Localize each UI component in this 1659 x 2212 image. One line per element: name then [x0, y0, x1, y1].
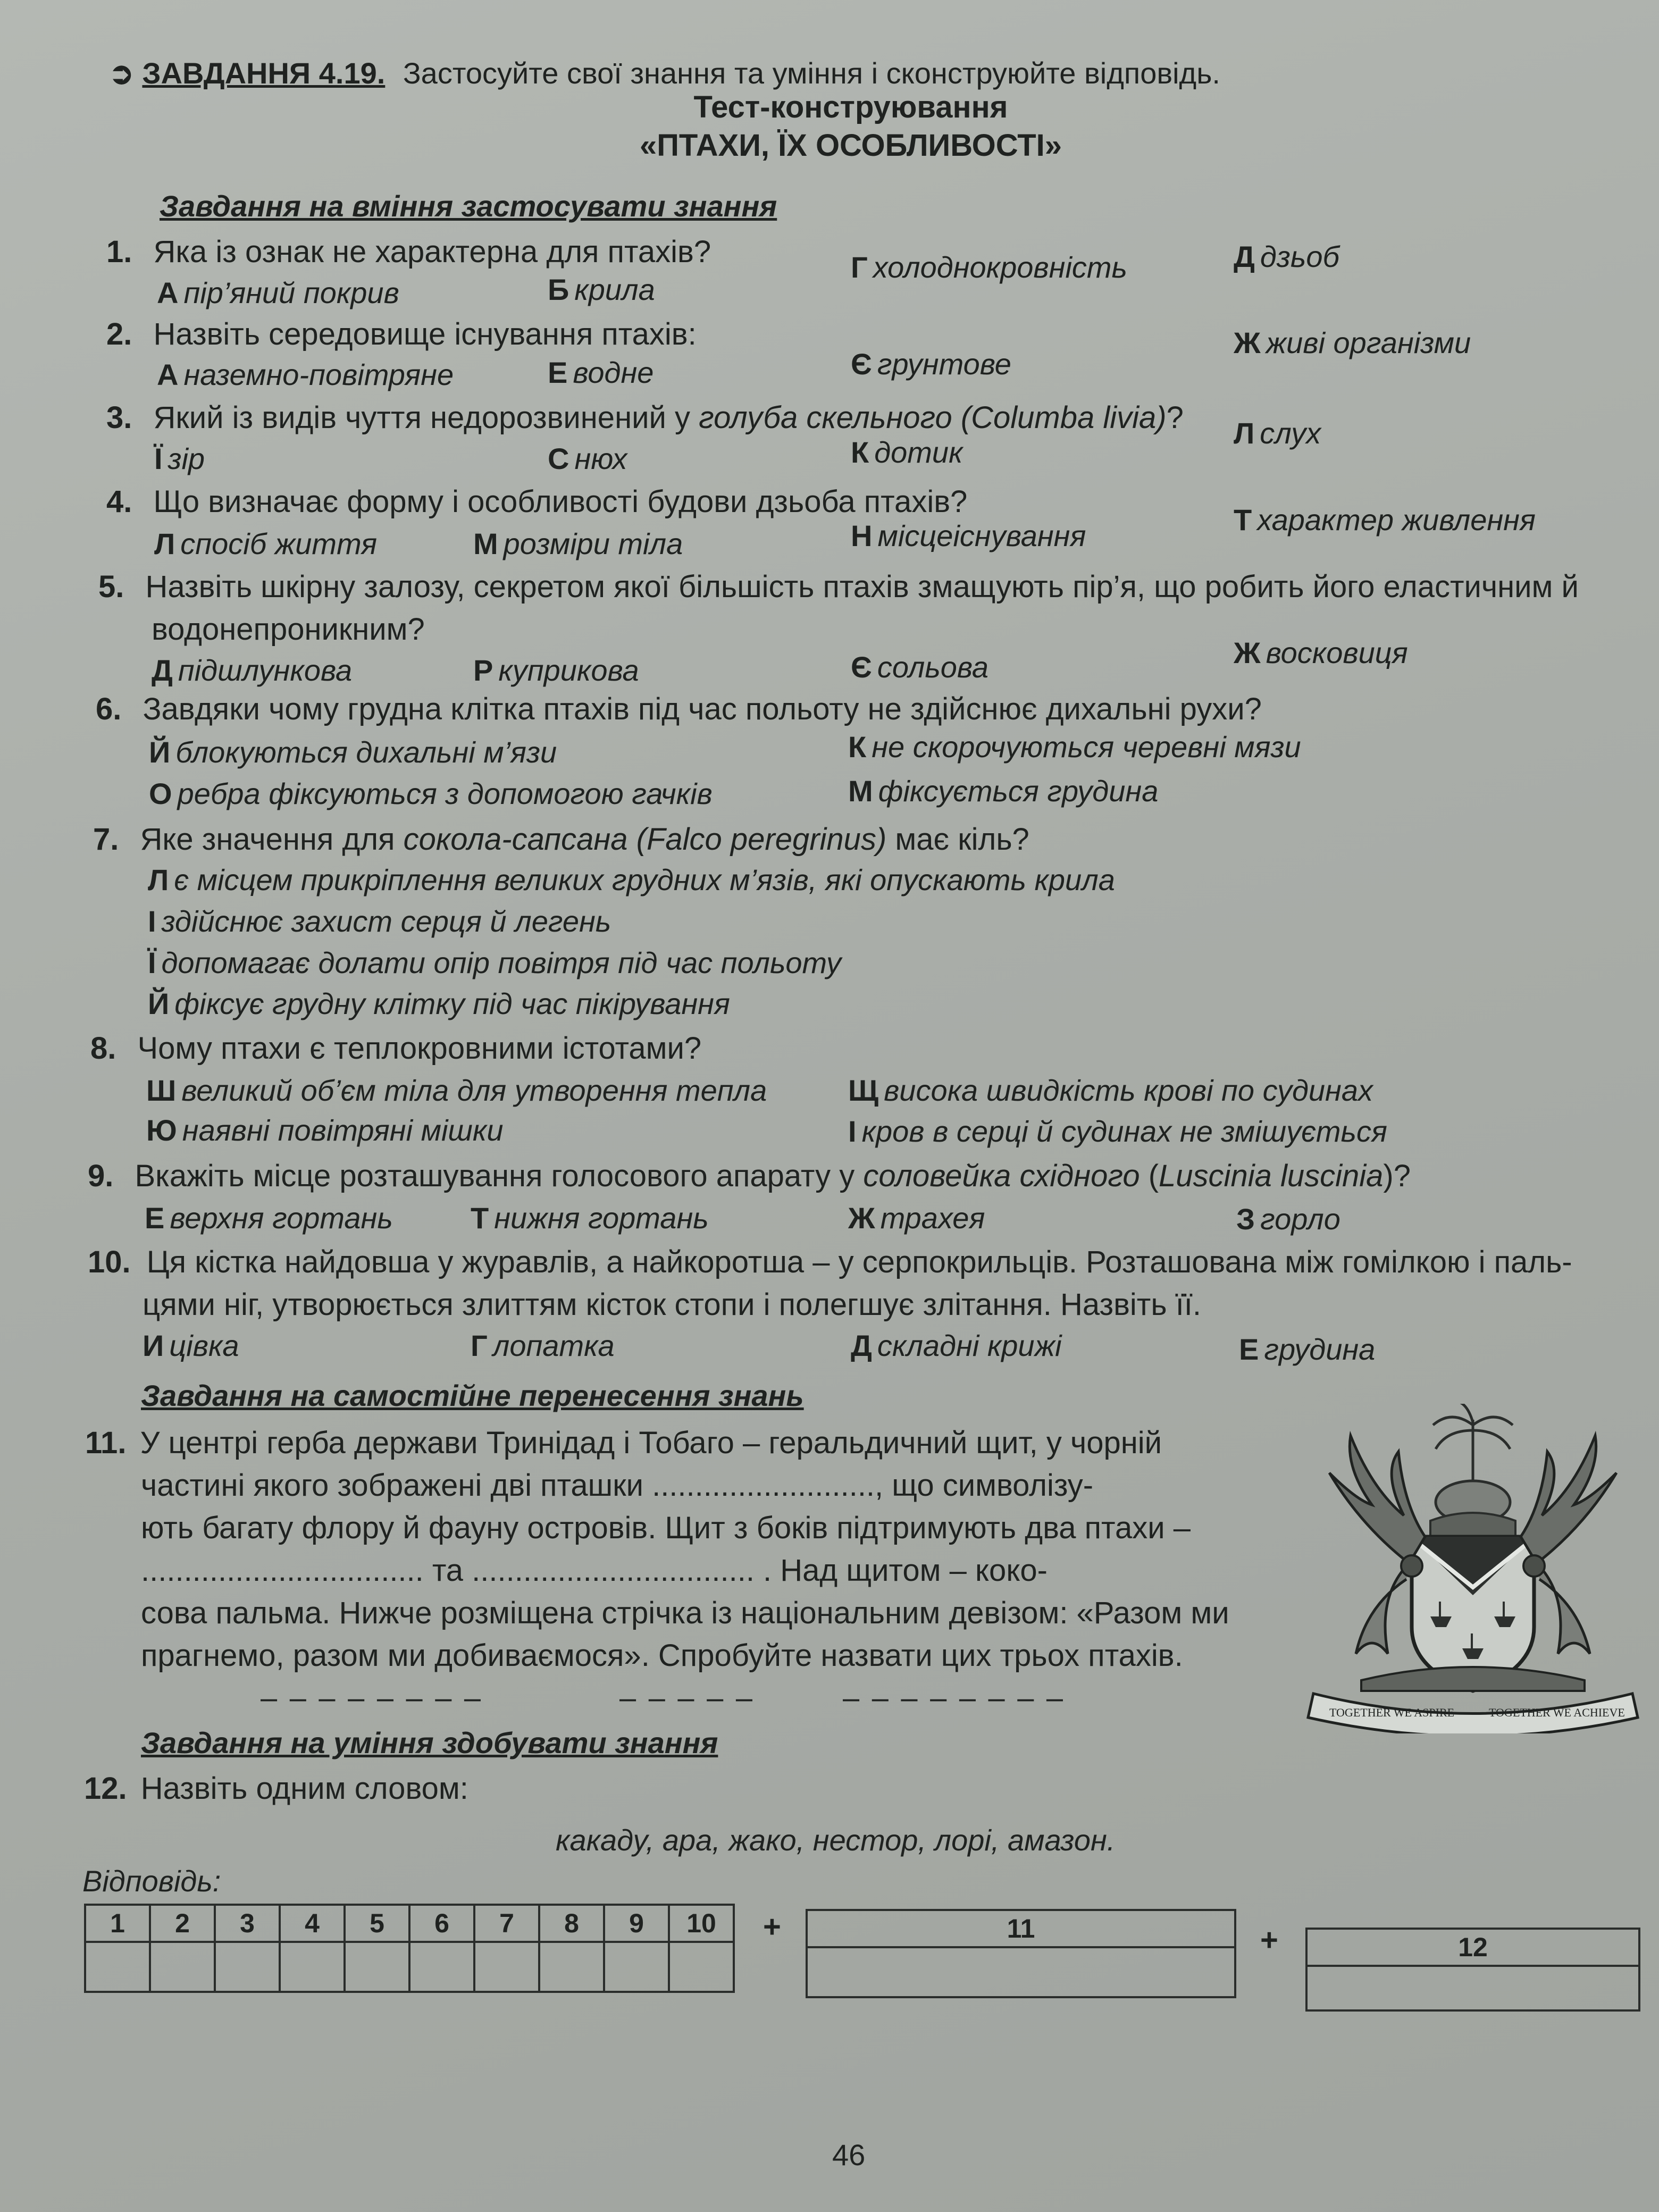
answer-cell[interactable] — [604, 1942, 669, 1992]
answer-cell[interactable] — [539, 1942, 604, 1992]
motto-right: TOGETHER WE ACHIEVE — [1489, 1706, 1625, 1719]
option: Є грунтове — [851, 347, 1011, 381]
answer-col-header: 9 — [604, 1905, 669, 1942]
option: Т нижня гортань — [471, 1201, 709, 1235]
answer-col-header: 1 — [85, 1905, 150, 1942]
option: И цівка — [143, 1329, 239, 1362]
plus-sign: + — [763, 1909, 781, 1944]
task-instruction: Застосуйте свої знання та уміння і сконструюйте відповідь. — [403, 56, 1220, 90]
option: Д дзьоб — [1234, 240, 1339, 273]
option: І кров в серці й судинах не змішується — [848, 1115, 1387, 1148]
section-apply-heading: Завдання на вміння застосувати знання — [160, 189, 777, 223]
option: Л є місцем прикріплення великих грудних м’язів, які опускають крила — [148, 863, 1115, 896]
page-number: 46 — [832, 2138, 866, 2172]
question-11-line: ють багату флору й фауну островів. Щит з боків підтримують два птахи – — [141, 1511, 1191, 1545]
option: Ж живі організми — [1234, 326, 1471, 359]
option: А наземно-повітряне — [157, 358, 454, 391]
option: Е водне — [548, 356, 654, 389]
section-obtain-heading: Завдання на уміння здобувати знання — [141, 1726, 718, 1759]
option: Ї допомагає долати опір повітря під час польоту — [148, 946, 841, 979]
answer-blank[interactable]: – – – – – – – – — [261, 1681, 483, 1714]
option: Є сольова — [851, 650, 989, 684]
question-text: Яка із ознак не характерна для птахів? — [153, 234, 711, 269]
answer-box-11[interactable] — [806, 1909, 1236, 1998]
answer-col-header: 3 — [215, 1905, 280, 1942]
option: Н місцеіснування — [851, 519, 1086, 552]
plus-sign: + — [1260, 1923, 1278, 1957]
answer-col-header: 5 — [345, 1905, 409, 1942]
question-12-words: какаду, ара, жако, нестор, лорі, амазон. — [556, 1823, 1116, 1857]
option: Й фіксує грудну клітку під час пікірування — [148, 987, 730, 1020]
answer-blank[interactable]: – – – – – – – – — [843, 1681, 1066, 1714]
question-10: 10. Ця кістка найдовша у журавлів, а найкоротша – у серпокрильців. Розташована між гомілкою і паль- — [88, 1245, 1572, 1279]
arrow-icon: ➲ — [109, 56, 143, 90]
option: Ю наявні повітряні мішки — [146, 1113, 504, 1147]
question-12: 12. Назвіть одним словом: — [84, 1771, 468, 1806]
question-6: 6. Завдяки чому грудна клітка птахів під час польоту не здійснює дихальні рухи? — [96, 692, 1262, 726]
answer-cell[interactable] — [345, 1942, 409, 1992]
task-header — [109, 56, 1220, 91]
answer-cell[interactable] — [280, 1942, 345, 1992]
question-3: 3. Який із видів чуття недорозвинений у голуба скельного (Columba livia)? — [106, 400, 1184, 435]
question-11-line: частині якого зображені дві пташки .........................., що символізу- — [141, 1468, 1094, 1503]
option: Л слух — [1234, 416, 1321, 450]
option: Ї зір — [154, 442, 205, 475]
option: Ж восковиця — [1234, 636, 1408, 669]
option: Д складні крижі — [851, 1329, 1062, 1362]
question-1 — [106, 234, 711, 270]
page-title-line1: Тест-конструювання — [693, 90, 1008, 124]
option: М розміри тіла — [473, 527, 683, 560]
answer-col-header: 8 — [539, 1905, 604, 1942]
option: А пір’яний покрив — [157, 276, 399, 309]
question-8: 8. Чому птахи є теплокровними істотами? — [90, 1031, 702, 1066]
question-11: 11. У центрі герба держави Тринідад і Тобаго – геральдичний щит, у чорній — [85, 1426, 1162, 1460]
question-10-continued: цями ніг, утворюється злиттям кісток стопи і полегшує злітання. Назвіть її. — [143, 1287, 1202, 1322]
option: О ребра фіксуються з допомогою гачків — [149, 777, 713, 810]
answer-cell[interactable] — [409, 1942, 474, 1992]
option: Т характер живлення — [1234, 503, 1536, 537]
answer-grid-row[interactable] — [85, 1942, 734, 1992]
answer-col-header: 10 — [669, 1905, 734, 1942]
answer-cell[interactable] — [474, 1942, 539, 1992]
answer-col-header: 4 — [280, 1905, 345, 1942]
option: К не скорочуються черевні мязи — [848, 730, 1301, 764]
answer-col-header: 6 — [409, 1905, 474, 1942]
option: Ш великий об’єм тіла для утворення тепла — [146, 1074, 767, 1107]
question-11-line: сова пальма. Нижче розміщена стрічка із національним девізом: «Разом ми — [141, 1596, 1229, 1630]
option: Г лопатка — [471, 1329, 615, 1362]
question-11-line: прагнемо, разом ми добиваємося». Спробуйте назвати цих трьох птахів. — [141, 1638, 1183, 1673]
answer-box-cell[interactable] — [1306, 1966, 1639, 2010]
question-text: Назвіть середовище існування птахів: — [153, 317, 697, 351]
option: М фіксується грудина — [848, 774, 1159, 808]
option: Е грудина — [1239, 1333, 1376, 1366]
motto-left: TOGETHER WE ASPIRE — [1329, 1706, 1455, 1719]
option: Е верхня гортань — [145, 1201, 393, 1235]
answer-box-cell[interactable] — [807, 1947, 1235, 1997]
option: Й блокуються дихальні м’язи — [149, 735, 557, 769]
answer-col-header: 2 — [150, 1905, 215, 1942]
question-9: 9. Вкажіть місце розташування голосового апарату у соловейка східного (Luscinia luscinia)? — [88, 1159, 1411, 1193]
section-transfer-heading: Завдання на самостійне перенесення знань — [141, 1379, 804, 1412]
option: К дотик — [851, 435, 963, 469]
answer-label: Відповідь: — [82, 1864, 221, 1898]
answer-box-header: 11 — [807, 1910, 1235, 1947]
option: З горло — [1236, 1202, 1340, 1236]
question-number: 1. — [106, 234, 132, 269]
coat-of-arms-image — [1297, 1404, 1648, 1733]
answer-cell[interactable] — [85, 1942, 150, 1992]
option: Р куприкова — [473, 653, 639, 687]
option: Д підшлункова — [152, 653, 353, 687]
question-11-line: ................................. та ................................. . Над щитом – коко- — [141, 1553, 1048, 1588]
question-2: 2. Назвіть середовище існування птахів: — [106, 317, 697, 351]
page-title-line2: «ПТАХИ, ЇХ ОСОБЛИВОСТІ» — [639, 128, 1062, 163]
option: І здійснює захист серця й легень — [148, 904, 611, 938]
option: С нюх — [548, 442, 627, 475]
option: Л спосіб життя — [154, 527, 378, 560]
answer-grid-1-10[interactable] — [84, 1904, 735, 1993]
question-5: 5. Назвіть шкірну залозу, секретом якої більшість птахів змащують пір’я, що робить його еластичним й — [98, 569, 1579, 604]
answer-grid-header — [85, 1905, 734, 1942]
answer-box-12[interactable] — [1305, 1928, 1640, 2012]
task-label: ЗАВДАННЯ 4.19. — [142, 56, 386, 90]
question-4: 4. Що визначає форму і особливості будови дзьоба птахів? — [106, 484, 968, 519]
question-7: 7. Яке значення для сокола-сапсана (Falco peregrinus) має кіль? — [93, 822, 1029, 857]
answer-col-header: 7 — [474, 1905, 539, 1942]
answer-cell[interactable] — [150, 1942, 215, 1992]
answer-cell[interactable] — [669, 1942, 734, 1992]
answer-cell[interactable] — [215, 1942, 280, 1992]
question-5-continued: водонепроникним? — [152, 612, 425, 647]
option: Щ висока швидкість крові по судинах — [848, 1074, 1373, 1107]
option: Ж трахея — [848, 1201, 985, 1235]
option: Б крила — [548, 273, 655, 306]
answer-blank[interactable]: – – – – – — [619, 1681, 755, 1714]
option: Г холоднокровність — [851, 250, 1127, 284]
answer-box-header: 12 — [1306, 1929, 1639, 1966]
